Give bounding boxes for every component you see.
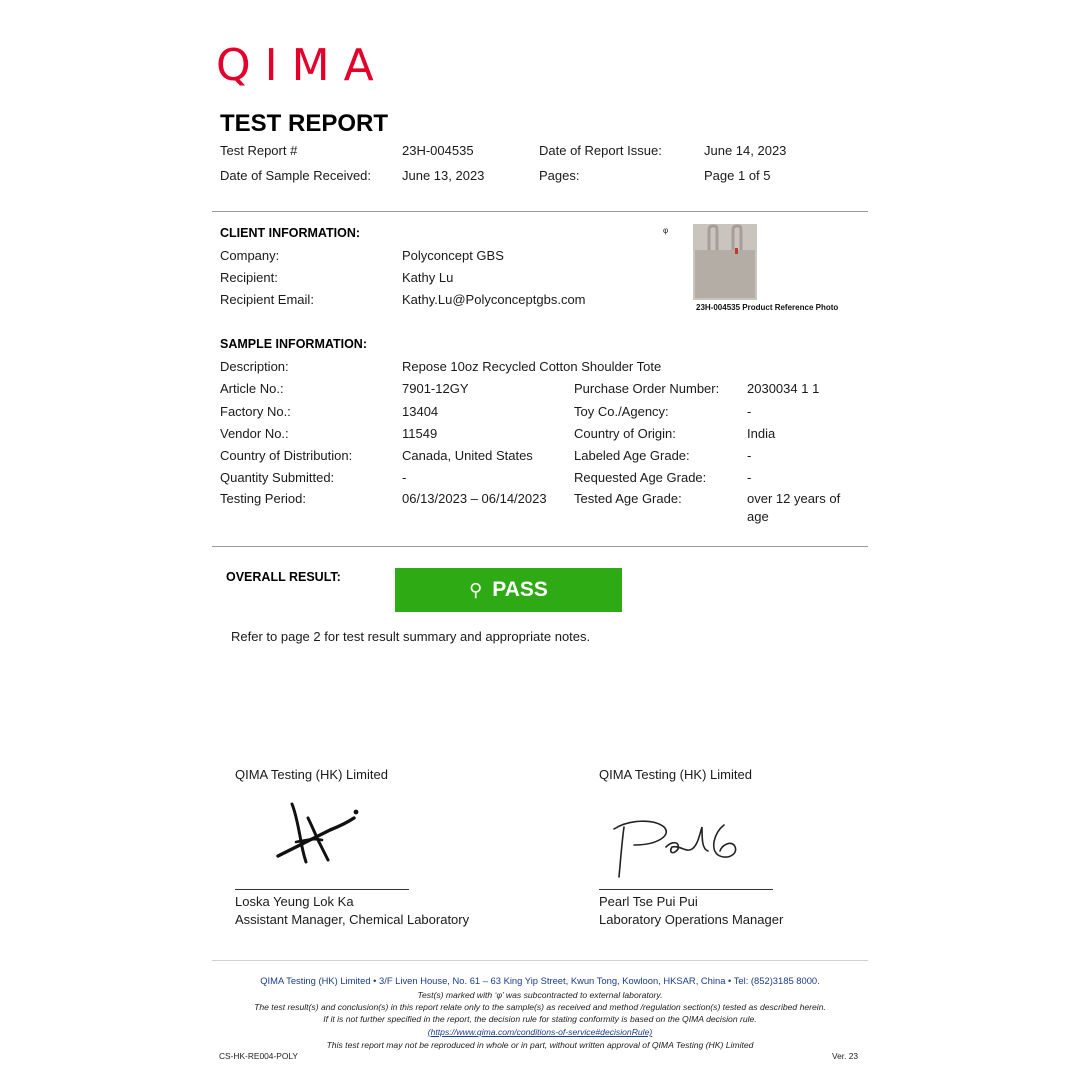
issue-date-value: June 14, 2023 xyxy=(704,143,787,158)
sample-row-value: 06/13/2023 – 06/14/2023 xyxy=(402,491,547,506)
footer-line-3: If it is not further specified in the report, the decision rule for stating conformity is based on the QIMA decision rule. xyxy=(323,1014,757,1024)
description-value: Repose 10oz Recycled Cotton Shoulder Tote xyxy=(402,359,662,374)
sample-row-value: - xyxy=(747,448,752,463)
company-label: Company: xyxy=(220,248,280,263)
signatory-company-2: QIMA Testing (HK) Limited xyxy=(599,767,752,782)
pass-text: PASS xyxy=(492,578,548,601)
footer-line-4: This test report may not be reproduced in whole or in part, without written approval of QIMA Testing (HK) Limited xyxy=(326,1040,754,1050)
sample-row-label: Quantity Submitted: xyxy=(220,470,335,485)
received-value: June 13, 2023 xyxy=(402,168,485,183)
sample-row-label: Country of Distribution: xyxy=(220,448,353,463)
divider-middle xyxy=(212,546,868,547)
divider-top xyxy=(212,211,868,212)
sample-row-value: 2030034 1 1 xyxy=(747,381,820,396)
report-no-value: 23H-004535 xyxy=(402,143,474,158)
divider-footer xyxy=(212,960,868,961)
sample-row-label: Requested Age Grade: xyxy=(574,470,707,485)
sample-row-value: 11549 xyxy=(402,426,438,441)
signatory-title-2: Laboratory Operations Manager xyxy=(599,912,784,927)
document-code: CS-HK-RE004-POLY xyxy=(219,1051,298,1061)
sample-row-label: Tested Age Grade: xyxy=(574,491,682,506)
sample-row-value: India xyxy=(747,426,776,441)
signatory-name-1: Loska Yeung Lok Ka xyxy=(235,894,354,909)
sample-row-label: Vendor No.: xyxy=(220,426,289,441)
signature-pearl xyxy=(610,815,745,880)
description-label: Description: xyxy=(220,359,289,374)
footer-address: QIMA Testing (HK) Limited • 3/F Liven House, No. 61 – 63 King Yip Street, Kwun Tong, Kowloon, HKSAR, China • Tel: (852)3185 8000. xyxy=(260,975,820,986)
sample-row-label: Toy Co./Agency: xyxy=(574,404,669,419)
signatory-title-1: Assistant Manager, Chemical Laboratory xyxy=(235,912,470,927)
sample-row-label: Article No.: xyxy=(220,381,284,396)
sample-row-value: 7901-12GY xyxy=(402,381,469,396)
signatory-name-2: Pearl Tse Pui Pui xyxy=(599,894,698,909)
version-label: Ver. 23 xyxy=(832,1051,859,1061)
sample-row-value: - xyxy=(747,470,752,485)
sample-row-value: - xyxy=(747,404,752,419)
signature-line-2 xyxy=(599,889,773,890)
email-label: Recipient Email: xyxy=(220,292,314,307)
report-no-label: Test Report # xyxy=(220,143,298,158)
signatory-company-1: QIMA Testing (HK) Limited xyxy=(235,767,388,782)
signature-line-1 xyxy=(235,889,409,890)
sample-row-label: Country of Origin: xyxy=(574,426,676,441)
decision-rule-link[interactable]: (https://www.qima.com/conditions-of-service#decisionRule) xyxy=(427,1027,653,1037)
footer-line-1: Test(s) marked with ‘φ’ was subcontracted to external laboratory. xyxy=(417,990,663,1000)
footer-line-2: The test result(s) and conclusion(s) in this report relate only to the sample(s) as received and method /regulation section(s) tested as described herein. xyxy=(254,1002,826,1012)
sample-row-value-cont: age xyxy=(747,509,769,524)
company-value: Polyconcept GBS xyxy=(402,248,504,263)
sample-row-label: Factory No.: xyxy=(220,404,291,419)
product-photo xyxy=(693,224,757,300)
page-title: TEST REPORT xyxy=(220,110,389,137)
sample-row-value: over 12 years of xyxy=(747,491,841,506)
tote-bag-image xyxy=(693,224,757,300)
recipient-value: Kathy Lu xyxy=(402,270,454,285)
sample-row-value: 13404 xyxy=(402,404,439,419)
qima-logo: QIMA xyxy=(216,40,388,91)
sample-row-label: Testing Period: xyxy=(220,491,306,506)
overall-result-label: OVERALL RESULT: xyxy=(226,570,341,584)
result-note: Refer to page 2 for test result summary and appropriate notes. xyxy=(231,629,591,644)
phi-mark: φ xyxy=(663,226,669,235)
received-label: Date of Sample Received: xyxy=(220,168,372,183)
sample-row-label: Purchase Order Number: xyxy=(574,381,720,396)
pass-badge xyxy=(395,568,622,612)
pages-value: Page 1 of 5 xyxy=(704,168,771,183)
sample-heading: SAMPLE INFORMATION: xyxy=(220,337,367,351)
issue-date-label: Date of Report Issue: xyxy=(539,143,662,158)
sample-row-value: - xyxy=(402,470,407,485)
key-icon: ⚲ xyxy=(469,579,483,600)
sample-row-label: Labeled Age Grade: xyxy=(574,448,690,463)
sample-row-value: Canada, United States xyxy=(402,448,533,463)
client-heading: CLIENT INFORMATION: xyxy=(220,226,361,240)
photo-caption: 23H-004535 Product Reference Photo xyxy=(696,303,839,312)
email-value: Kathy.Lu@Polyconceptgbs.com xyxy=(402,292,586,307)
pages-label: Pages: xyxy=(539,168,580,183)
signature-loska xyxy=(270,796,365,868)
recipient-label: Recipient: xyxy=(220,270,278,285)
